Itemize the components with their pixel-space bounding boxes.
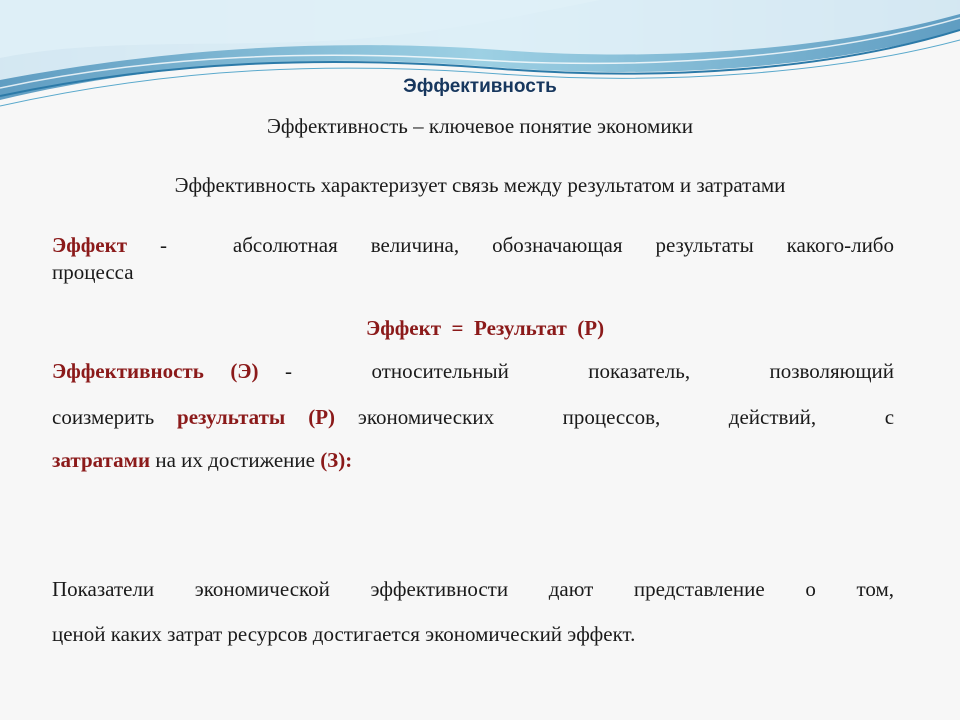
effect-term: Эффект [52,233,128,257]
effect-formula [366,316,604,341]
effect-text-line1: абсолютная величина, обозначающая результаты какого-либо [232,233,894,257]
efficiency-definition-line1 [52,358,894,384]
formula-effect: Эффект [366,316,442,340]
efficiency-symbol: (Э) [230,359,259,383]
formula-symbol: (Р) [566,316,605,340]
results-symbol: (Р) [308,405,336,429]
effect-definition [52,232,894,258]
efficiency-text2: соизмерить [52,405,155,429]
formula-equals: = [441,316,475,340]
efficiency-term: Эффективность [52,359,204,383]
formula-result: Результат [474,316,567,340]
effect-text-line2: процесса [52,260,134,284]
header-waves-decoration [0,0,960,120]
indicators-line1: Показатели экономической эффективности дают представление о том, [52,577,894,601]
efficiency-definition-line2 [52,404,894,430]
effect-dash: - [127,233,200,257]
results-term: результаты [177,405,286,429]
efficiency-text3: экономических процессов, действий, с [357,405,895,429]
efficiency-text1: - относительный показатель, позволяющий [285,359,895,383]
costs-term: затратами [52,448,151,472]
costs-symbol: (З): [320,448,353,472]
indicators-line2: ценой каких затрат ресурсов достигается экономический эффект. [52,622,636,646]
relation-line: Эффективность характеризует связь между результатом и затратами [174,173,786,197]
key-concept-line: Эффективность – ключевое понятие экономики [267,114,693,138]
effect-definition-cont [52,259,894,285]
slide-title: Эффективность [403,76,557,97]
efficiency-text4: на их достижение [150,448,321,472]
efficiency-definition-line3 [52,447,894,473]
